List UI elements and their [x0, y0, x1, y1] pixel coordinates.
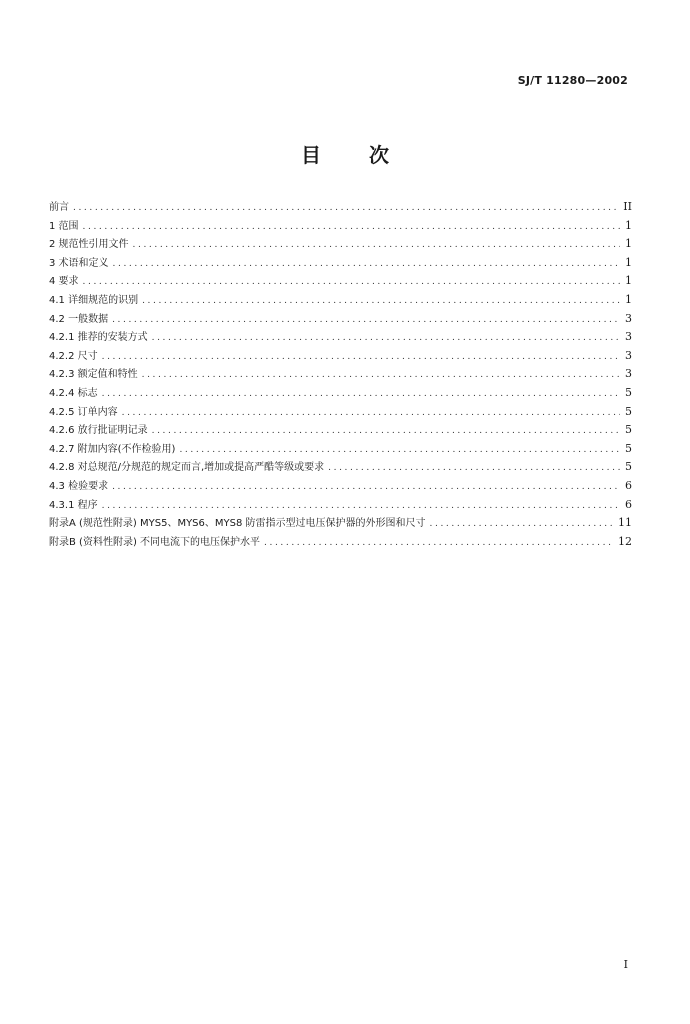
toc-entry-page: 5 — [625, 423, 632, 437]
toc-entry-label: 4.2.1 推荐的安装方式 — [49, 332, 148, 344]
title-char-2: 次 — [369, 143, 389, 167]
title-char-1: 目 — [301, 143, 321, 167]
toc-entry-page: 6 — [625, 497, 632, 511]
toc-entry — [49, 365, 632, 384]
toc-entry-label: 4 要求 — [49, 276, 79, 288]
toc-entry-page: 1 — [625, 237, 632, 251]
toc-entry — [49, 272, 632, 291]
toc-entry-label: 1 范围 — [49, 220, 79, 232]
toc-entry — [49, 347, 632, 366]
toc-entry — [49, 217, 632, 236]
toc-entry-label: 附录A (规范性附录) MYS5、MYS6、MYS8 防雷指示型过电压保护器的外形图和尺寸 — [49, 518, 426, 530]
toc-entry-label: 4.2.8 对总规范/分规范的规定而言,增加或提高严酷等级或要求 — [49, 462, 325, 474]
toc-entry-page: 3 — [625, 367, 632, 381]
toc-leader-dots — [113, 255, 620, 274]
table-of-contents — [49, 198, 632, 551]
toc-entry-label: 4.2.6 放行批证明记录 — [49, 425, 148, 437]
toc-entry — [49, 533, 632, 552]
toc-entry-label: 前言 — [49, 202, 69, 213]
toc-entry-label: 4.1 详细规范的识别 — [49, 294, 139, 306]
toc-leader-dots — [133, 236, 620, 255]
page-title — [0, 139, 690, 168]
toc-entry-label: 4.3.1 程序 — [49, 499, 98, 511]
toc-leader-dots — [112, 478, 620, 497]
toc-entry — [49, 496, 632, 515]
toc-entry-page: 1 — [625, 218, 632, 232]
toc-entry-label: 附录B (资料性附录) 不同电流下的电压保护水平 — [49, 536, 261, 548]
toc-leader-dots — [83, 273, 620, 292]
toc-leader-dots — [430, 515, 614, 534]
toc-entry — [49, 254, 632, 273]
toc-entry — [49, 421, 632, 440]
toc-entry — [49, 328, 632, 347]
toc-entry-page: II — [623, 200, 632, 213]
toc-leader-dots — [152, 422, 620, 441]
toc-entry-page: 3 — [625, 311, 632, 325]
toc-leader-dots — [73, 199, 619, 218]
toc-entry — [49, 477, 632, 496]
toc-entry-page: 5 — [625, 441, 632, 455]
toc-entry — [49, 384, 632, 403]
toc-entry-page: 5 — [625, 460, 632, 474]
toc-leader-dots — [102, 497, 620, 516]
toc-entry — [49, 440, 632, 459]
toc-entry-page: 5 — [625, 404, 632, 418]
toc-entry-label: 4.2.5 订单内容 — [49, 406, 118, 418]
toc-entry-label: 4.2.4 标志 — [49, 387, 98, 399]
toc-entry-page: 1 — [625, 255, 632, 269]
toc-entry — [49, 458, 632, 477]
toc-entry-page: 11 — [618, 516, 632, 530]
toc-entry — [49, 310, 632, 329]
toc-entry-page: 1 — [625, 292, 632, 306]
page-number: I — [623, 958, 628, 971]
toc-entry-page: 3 — [625, 330, 632, 344]
toc-leader-dots — [112, 311, 620, 330]
toc-leader-dots — [122, 404, 620, 423]
toc-entry-page: 3 — [625, 348, 632, 362]
toc-leader-dots — [142, 292, 620, 311]
toc-leader-dots — [102, 385, 620, 404]
toc-leader-dots — [328, 459, 620, 478]
toc-entry-label: 4.2 一般数据 — [49, 313, 109, 325]
standard-code: SJ/T 11280—2002 — [517, 74, 628, 87]
toc-leader-dots — [83, 218, 620, 237]
toc-entry — [49, 198, 632, 217]
toc-entry-label: 4.2.2 尺寸 — [49, 350, 98, 362]
toc-leader-dots — [142, 366, 620, 385]
toc-entry-label: 4.2.7 附加内容(不作检验用) — [49, 443, 176, 455]
toc-entry-label: 3 术语和定义 — [49, 257, 109, 269]
toc-entry — [49, 514, 632, 533]
toc-entry-label: 4.3 检验要求 — [49, 480, 109, 492]
toc-entry-page: 12 — [618, 534, 632, 548]
toc-leader-dots — [264, 534, 614, 553]
toc-entry-page: 6 — [625, 478, 632, 492]
toc-entry — [49, 403, 632, 422]
toc-entry — [49, 291, 632, 310]
toc-entry-label: 4.2.3 额定值和特性 — [49, 369, 138, 381]
toc-entry — [49, 235, 632, 254]
toc-leader-dots — [179, 441, 620, 460]
toc-entry-page: 1 — [625, 274, 632, 288]
toc-entry-label: 2 规范性引用文件 — [49, 239, 129, 251]
toc-leader-dots — [102, 348, 620, 367]
toc-leader-dots — [152, 329, 620, 348]
toc-entry-page: 5 — [625, 385, 632, 399]
